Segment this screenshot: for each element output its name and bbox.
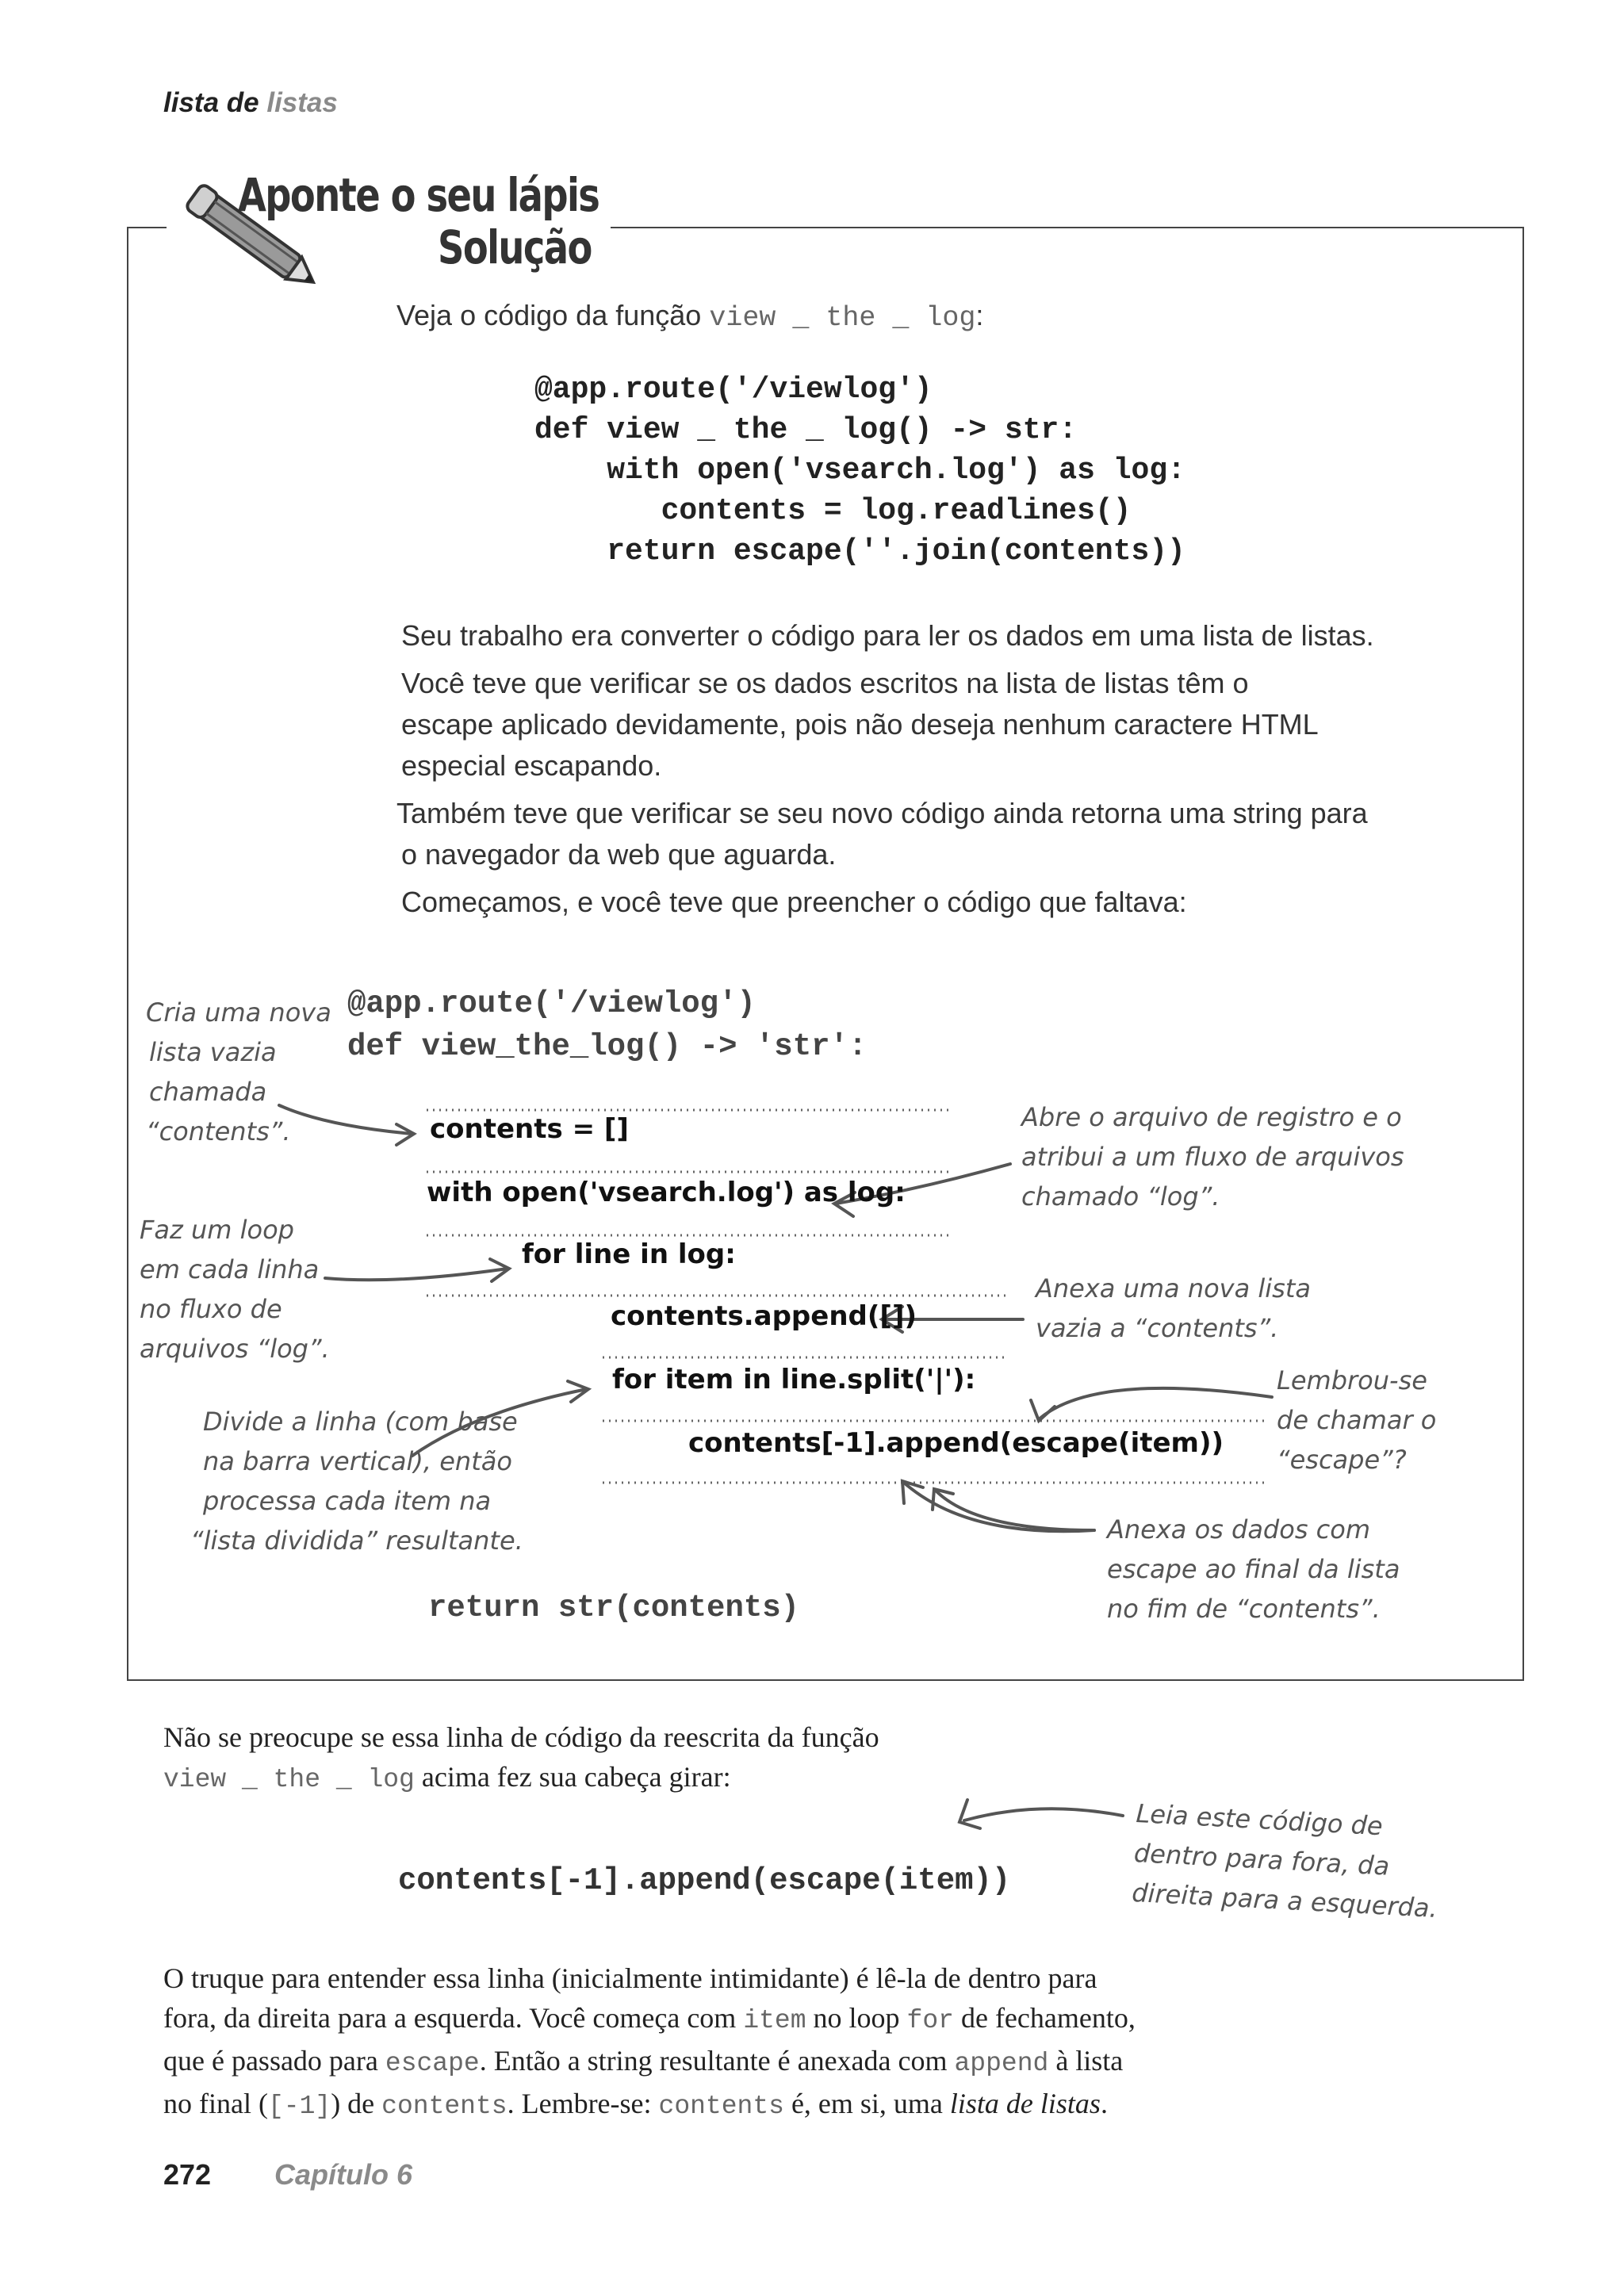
paragraph-line: escape aplicado devidamente, pois não deseja nenhum caractere HTML bbox=[401, 708, 1319, 741]
annotation-line: dentro para fora, da bbox=[1133, 1837, 1391, 1881]
annotation-line: Anexa os dados com bbox=[1107, 1514, 1370, 1545]
filled-line-append-list: contents.append([]) bbox=[611, 1300, 917, 1332]
annotation-line: chamado “log”. bbox=[1021, 1181, 1220, 1212]
arrow-escape bbox=[1039, 1388, 1272, 1419]
annotation-line: Abre o arquivo de registro e o bbox=[1021, 1102, 1402, 1132]
annotation-create-list bbox=[146, 993, 331, 1151]
annotation-split bbox=[190, 1402, 523, 1560]
paragraph-line: Começamos, e você teve que preencher o código que faltava: bbox=[401, 886, 1187, 918]
annotation-open-file bbox=[1021, 1097, 1404, 1216]
annotation-line: lista vazia bbox=[149, 1037, 277, 1067]
box-title-line1: Aponte o seu lápis bbox=[238, 168, 599, 222]
paragraph-line: Seu trabalho era converter o código para ler os dados em uma lista de listas. bbox=[401, 619, 1374, 652]
annotation-line: direita para a esquerda. bbox=[1131, 1877, 1438, 1924]
box-title-line2: Solução bbox=[438, 220, 592, 274]
annotation-line: Lembrou-se bbox=[1277, 1365, 1427, 1395]
paragraph-line bbox=[163, 2084, 1511, 2126]
arrow-data-1 bbox=[936, 1491, 1094, 1530]
code-line: with open('vsearch.log') as log: bbox=[534, 454, 1185, 488]
solution-code-line1: @app.route('/viewlog') bbox=[347, 986, 756, 1021]
annotation-line: no fluxo de bbox=[140, 1294, 282, 1324]
annotation-line: Anexa uma nova lista bbox=[1036, 1273, 1311, 1303]
solution-return-line: return str(contents) bbox=[428, 1591, 800, 1625]
annotation-line: vazia a “contents”. bbox=[1036, 1313, 1279, 1343]
page-number: 272 bbox=[163, 2158, 212, 2191]
paragraph-line: especial escapando. bbox=[401, 749, 662, 782]
paragraph-line: O truque para entender essa linha (inicialmente intimidante) é lê-la de dentro para bbox=[163, 1962, 1097, 1994]
paragraph-line: Você teve que verificar se os dados escritos na lista de listas têm o bbox=[401, 667, 1249, 699]
below-paragraph-2 bbox=[163, 1958, 1511, 2126]
intro-func: view _ the _ log bbox=[709, 302, 976, 334]
below-text: Não se preocupe se essa linha de código da reescrita da função bbox=[163, 1721, 879, 1753]
filled-line-append-escape: contents[-1].append(escape(item)) bbox=[688, 1427, 1224, 1459]
annotation-append-data bbox=[1107, 1510, 1400, 1629]
text-part: fora, da direita para a esquerda. Você começa com bbox=[163, 2002, 737, 2034]
text-part: no loop bbox=[813, 2002, 900, 2034]
text-part: . Lembre-se: bbox=[507, 2088, 652, 2119]
intro-colon: : bbox=[975, 299, 984, 331]
text-part: à lista bbox=[1055, 2045, 1124, 2077]
inline-code: for bbox=[906, 2006, 954, 2035]
arrow-loop bbox=[325, 1269, 508, 1280]
inline-code: contents bbox=[658, 2092, 784, 2121]
below-func: view _ the _ log bbox=[163, 1765, 415, 1794]
intro-label: Veja o código da função bbox=[396, 299, 702, 331]
paragraph-line bbox=[163, 2041, 1511, 2084]
annotation-line: processa cada item na bbox=[203, 1486, 492, 1516]
text-part: . bbox=[1100, 2088, 1108, 2119]
below-code: contents[-1].append(escape(item)) bbox=[398, 1863, 1011, 1898]
chapter-label: Capítulo 6 bbox=[274, 2158, 413, 2191]
arrow-read bbox=[964, 1809, 1123, 1820]
filled-line-open: with open('vsearch.log') as log: bbox=[427, 1177, 906, 1208]
inline-code: append bbox=[954, 2049, 1049, 2078]
text-part: . Então a string resultante é anexada com bbox=[479, 2045, 948, 2077]
annotation-line: Divide a linha (com base bbox=[203, 1407, 518, 1437]
filled-line-for-item: for item in line.split('|'): bbox=[612, 1364, 976, 1395]
code-line: return escape(''.join(contents)) bbox=[534, 534, 1185, 568]
text-part: que é passado para bbox=[163, 2045, 378, 2077]
annotation-line: de chamar o bbox=[1277, 1405, 1437, 1435]
annotation-line: “contents”. bbox=[146, 1116, 291, 1146]
annotation-line: no fim de “contents”. bbox=[1107, 1594, 1381, 1624]
inline-code: item bbox=[743, 2006, 806, 2035]
inline-code: [-1] bbox=[267, 2092, 331, 2121]
solution-code-line2: def view_the_log() -> 'str': bbox=[347, 1029, 868, 1064]
annotation-line: “escape”? bbox=[1277, 1445, 1407, 1475]
annotation-line: Leia este código de bbox=[1135, 1797, 1384, 1842]
code-line: def view _ the _ log() -> str: bbox=[534, 413, 1078, 447]
text-part: é, em si, uma bbox=[791, 2088, 943, 2119]
annotation-line: “lista dividida” resultante. bbox=[190, 1525, 523, 1556]
code-line: @app.route('/viewlog') bbox=[534, 373, 933, 407]
filled-line-for-line: for line in log: bbox=[522, 1238, 736, 1270]
annotation-line: em cada linha bbox=[140, 1254, 320, 1284]
paragraph-line: Também teve que verificar se seu novo código ainda retorna uma string para bbox=[396, 797, 1368, 829]
annotation-line: na barra vertical), então bbox=[203, 1446, 512, 1476]
annotation-line: Cria uma nova bbox=[146, 997, 331, 1028]
code-line: contents = log.readlines() bbox=[534, 494, 1132, 528]
below-paragraph-1 bbox=[163, 1717, 879, 1800]
annotation-line: chamada bbox=[149, 1077, 267, 1107]
text-part: de fechamento, bbox=[960, 2002, 1136, 2034]
paragraph-line: o navegador da web que aguarda. bbox=[401, 838, 837, 871]
annotation-read-inside-out bbox=[1131, 1793, 1442, 1928]
header-prefix: lista de bbox=[163, 87, 259, 118]
inline-code: contents bbox=[381, 2092, 508, 2121]
annotation-append-list bbox=[1036, 1269, 1311, 1348]
emphasis: lista de listas bbox=[949, 2088, 1101, 2119]
annotation-loop bbox=[140, 1210, 330, 1369]
filled-line-contents: contents = [] bbox=[430, 1113, 629, 1145]
header-accent: listas bbox=[266, 87, 338, 118]
annotation-line: arquivos “log”. bbox=[140, 1334, 330, 1364]
annotation-line: Faz um loop bbox=[140, 1215, 294, 1245]
annotation-escape-reminder bbox=[1277, 1361, 1436, 1480]
text-part: no final ( bbox=[163, 2088, 268, 2119]
inline-code: escape bbox=[385, 2049, 480, 2078]
text-part: ) de bbox=[331, 2088, 375, 2119]
paragraph-line bbox=[163, 1998, 1511, 2041]
below-text: acima fez sua cabeça girar: bbox=[421, 1761, 731, 1793]
annotation-line: escape ao final da lista bbox=[1107, 1554, 1400, 1584]
annotation-line: atribui a um fluxo de arquivos bbox=[1021, 1142, 1404, 1172]
